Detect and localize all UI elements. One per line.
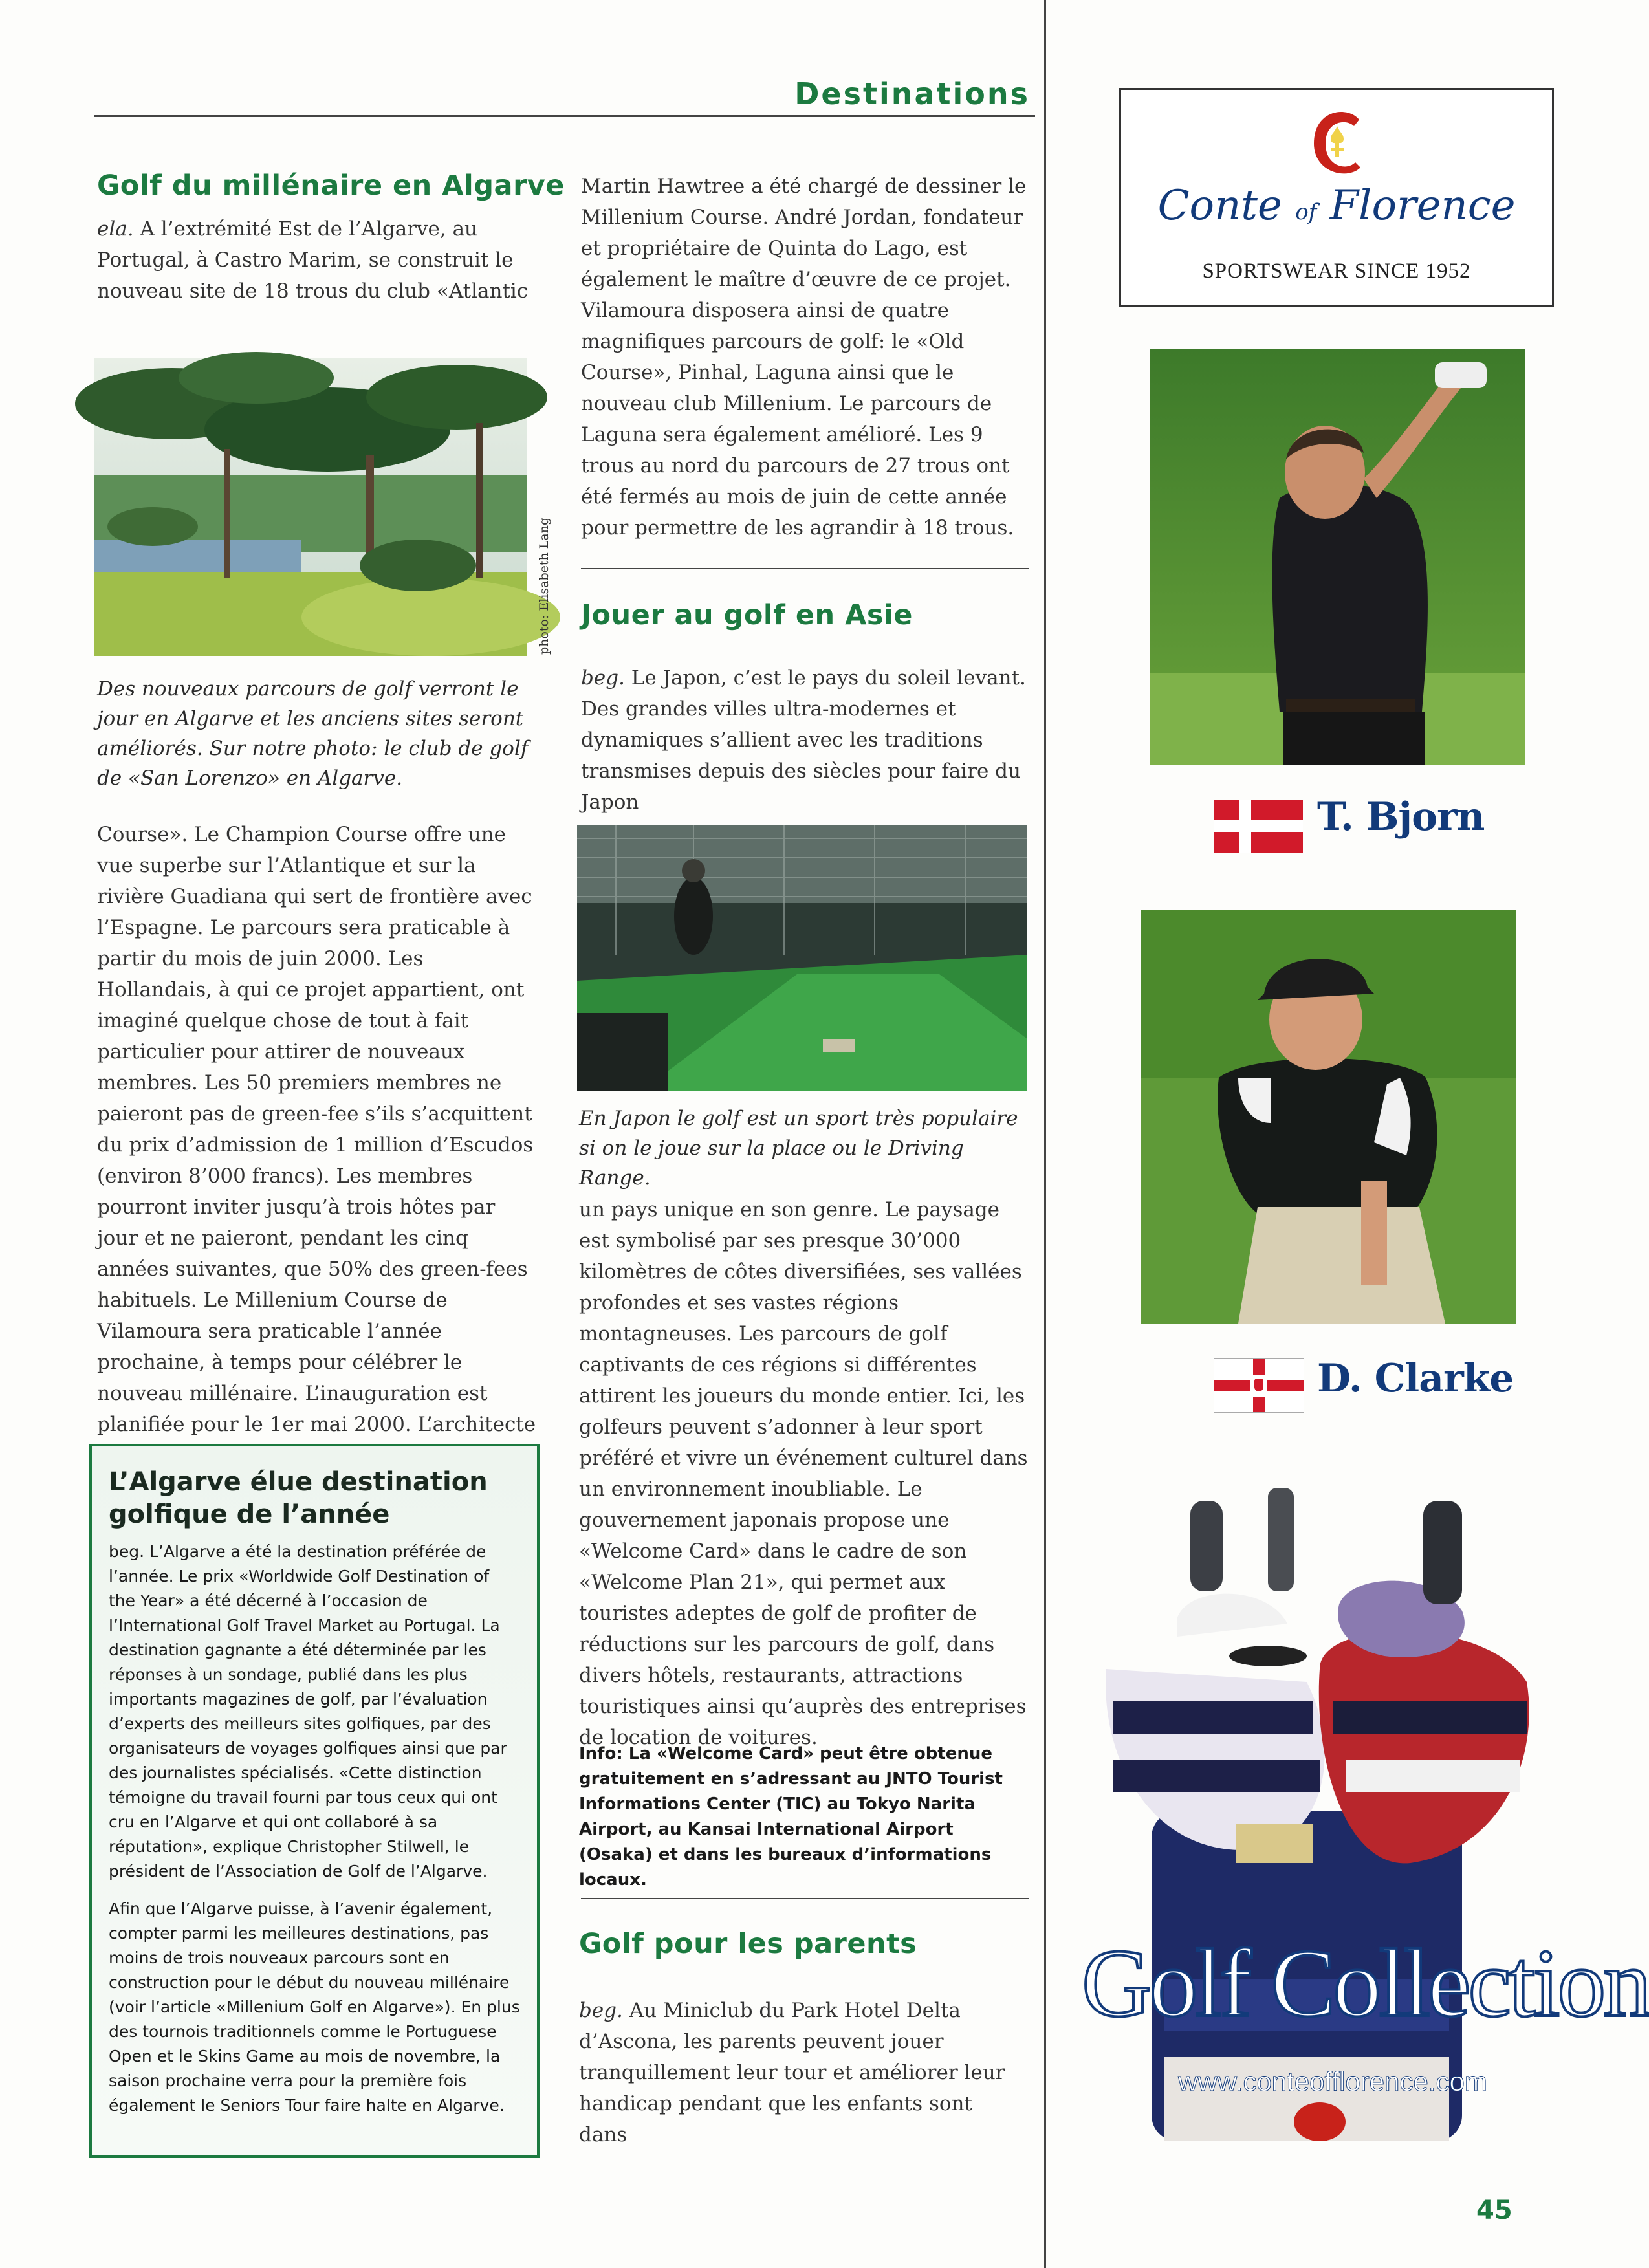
player1-name: T. Bjorn bbox=[1317, 794, 1485, 840]
article2-title: Jouer au golf en Asie bbox=[581, 599, 913, 631]
algarve-destination-box bbox=[89, 1444, 540, 2158]
article1-title: Golf du millénaire en Algarve bbox=[97, 169, 565, 202]
ad-logo-box bbox=[1119, 88, 1554, 307]
photo-credit: photo: Elisabeth Lang bbox=[537, 517, 551, 655]
header-rule bbox=[94, 115, 1035, 117]
article3-title: Golf pour les parents bbox=[579, 1928, 917, 1960]
driving-range-caption: En Japon le golf est un sport très populaire si on le joue sur la place ou le Driving Range. bbox=[579, 1107, 1018, 1190]
brand-tagline: SPORTSWEAR SINCE 1952 bbox=[1202, 259, 1471, 283]
golf-bag-photo bbox=[1074, 1488, 1566, 2141]
article1-intro-text: A l’extrémité Est de l’Algarve, au Portugal, à Castro Marim, se construit le nouveau site de 18 trous du club «Atlantic bbox=[97, 217, 529, 303]
article1-continued: Course». Le Champion Course offre une vue superbe sur l’Atlantique et sur la rivière Guadiana qui sert de frontière avec l’Espagne. Le parcours sera praticable à partir du mois de juin 2000. Les Hollandais, à qui ce projet appartient, ont imaginé quelque chose de tout à fait particulier pour attirer de nouveaux membres. Les 50 premiers membres ne paieront pas de green-fee s’ils s’acquittent du prix d’admission de 1 million d’Escudos (environ 8’000 francs). Les membres pourront inviter jusqu’à trois hôtes par jour et ne paieront, pendant les cinq années suivantes, que 50% des green-fees habituels. Le Millenium Course de Vilamoura sera praticable l’année prochaine, à temps pour célébrer le nouveau millénaire. L’inauguration est planifiée pour le 1er mai 2000. L’architecte bbox=[97, 823, 536, 1436]
algarve-golf-photo bbox=[94, 358, 527, 656]
page-number: 45 bbox=[1476, 2196, 1512, 2225]
article1-intro bbox=[97, 213, 537, 307]
column-divider-main bbox=[1044, 0, 1046, 2268]
divider-parents bbox=[581, 1898, 1029, 1899]
brand-script bbox=[1121, 182, 1552, 230]
box-title: L’Algarve élue destination golfique de l’année bbox=[109, 1467, 488, 1529]
article2-intro-text: Le Japon, c’est le pays du soleil levant. Des grandes villes ultra-modernes et dynamiques s’allient avec les traditions transmises depuis des siècles pour faire du Japon bbox=[581, 666, 1026, 814]
player2-name: D. Clarke bbox=[1317, 1356, 1514, 1401]
brand-script-a: Conte bbox=[1157, 182, 1282, 230]
article3-intro-text: Au Miniclub du Park Hotel Delta d’Ascona, les parents peuvent jouer tranquillement leur tour et améliorer leur handicap pendant que les enfants sont dans bbox=[579, 1999, 1005, 2146]
article2-author: beg. bbox=[581, 666, 625, 690]
section-header: Destinations bbox=[794, 76, 1030, 111]
brand-crest bbox=[1309, 108, 1366, 179]
article2-continued: un pays unique en son genre. Le paysage est symbolisé par ses presque 30’000 kilomètres de côtes diversifiées, ses vallées profondes et ses vastes régions montagneuses. Les parcours de golf captivants de ces régions si différentes attirent les joueurs du monde entier. Ici, les golfeurs peuvent s’adonner à leur sport préféré et vivre un événement culturel dans un environnement inoubliable. Le gouvernement japonais propose une «Welcome Card» dans le cadre de son «Welcome Plan 21», qui permet aux touristes adeptes de golf de profiter de réductions sur les parcours de golf, dans divers hôtels, restaurants, attractions touristiques ainsi qu’auprès des entreprises de location de voitures. bbox=[579, 1198, 1028, 1749]
box-paragraph-2: Afin que l’Algarve puisse, à l’avenir également, compter parmi les meilleures destinations, pas moins de trois nouveaux parcours sont en construction pour le début du nouveau millénaire (voir l’article «Millenium Golf en Algarve»). En plus des tournois traditionnels comme le Portuguese Open et le Skins Game au mois de novembre, la saison prochaine verra pour la première fois également le Seniors Tour faire halte en Algarve. bbox=[109, 1899, 520, 2115]
denmark-flag-icon bbox=[1214, 800, 1303, 853]
box-paragraph-1: beg. L’Algarve a été la destination préférée de l’année. Le prix «Worldwide Golf Destination of the Year» a été décerné à l’occasion de l’International Golf Travel Market au Portugal. La destination gagnante a été déterminée par les réponses à un sondage, publié dans les plus importants magazines de golf, par l’évaluation d’experts des meilleurs sites golfiques, par des organisateurs de voyages golfiques ainsi que par des journalistes spécialisés. «Cette distinction témoigne du travail fourni par tous ceux qui ont cru en l’Algarve et qui ont collaboré à sa réputation», explique Christopher Stilwell, le président de l’Association de Golf de l’Algarve. bbox=[109, 1542, 507, 1881]
article1-author: ela. bbox=[97, 217, 134, 241]
article1-col2: Martin Hawtree a été chargé de dessiner le Millenium Course. André Jordan, fondateur et propriétaire de Quinta do Lago, est également le maître d’œuvre de ce projet. Vilamoura disposera ainsi de quatre magnifiques parcours de golf: le «Old Course», Pinhal, Laguna ainsi que le nouveau club Millenium. Le parcours de Laguna sera également amélioré. Les 9 trous au nord du parcours de 27 trous ont été fermés au mois de juin de cette année pour permettre de les agrandir à 18 trous. bbox=[581, 175, 1027, 540]
driving-range-photo bbox=[577, 825, 1027, 1091]
golf-collection-title: Golf Collection bbox=[1082, 1930, 1649, 2037]
article3-intro bbox=[579, 1995, 1025, 2150]
brand-url: www.conteofflorence.com bbox=[1178, 2066, 1487, 2097]
article2-intro bbox=[581, 662, 1027, 818]
welcome-card-info: Info: La «Welcome Card» peut être obtenue gratuitement en s’adressant au JNTO Tourist Informations Center (TIC) au Tokyo Narita Airport, au Kansai International Airport (Osaka) et dans les bureaux d’informations locaux. bbox=[579, 1744, 1003, 1890]
brand-script-of: of bbox=[1295, 199, 1317, 225]
divider-asia bbox=[581, 568, 1029, 569]
article3-author: beg. bbox=[579, 1999, 623, 2022]
player2-photo bbox=[1141, 910, 1516, 1324]
northern-ireland-flag-icon bbox=[1214, 1358, 1304, 1413]
brand-script-b: Florence bbox=[1329, 182, 1516, 230]
player1-photo bbox=[1150, 349, 1525, 765]
algarve-photo-caption: Des nouveaux parcours de golf verront le jour en Algarve et les anciens sites seront améliorés. Sur notre photo: le club de golf de «San Lorenzo» en Algarve. bbox=[97, 677, 529, 790]
